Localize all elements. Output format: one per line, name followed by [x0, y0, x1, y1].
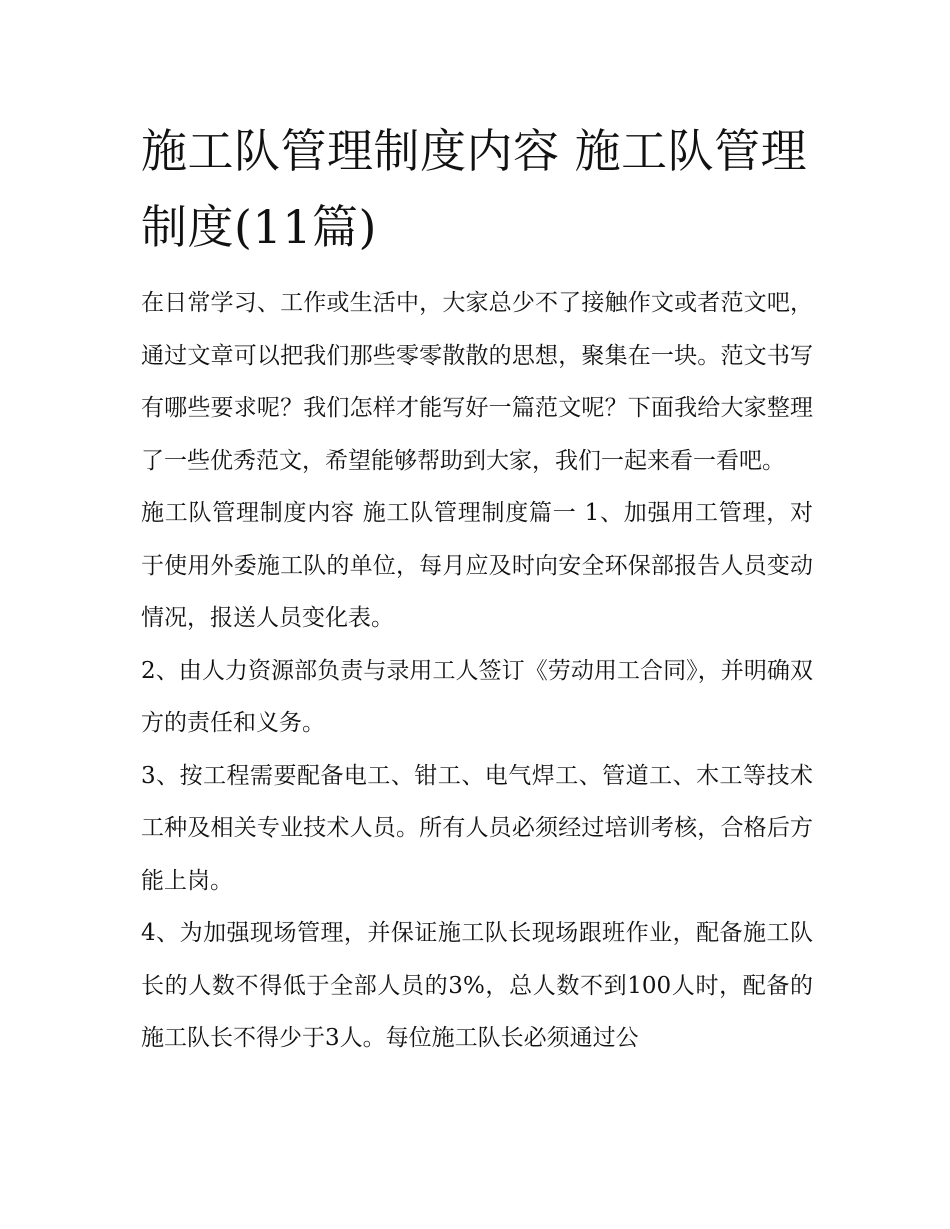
section-one-paragraph: 施工队管理制度内容 施工队管理制度篇一 1、加强用工管理，对于使用外委施工队的单位，每月应及时向安全环保部报告人员变动情况，报送人员变化表。	[141, 500, 813, 631]
document-title: 施工队管理制度内容 施工队管理制度(11篇)	[141, 124, 808, 254]
intro-paragraph: 在日常学习、工作或生活中，大家总少不了接触作文或者范文吧，通过文章可以把我们那些零零散散的思想，聚集在一块。范文书写有哪些要求呢？我们怎样才能写好一篇范文呢？下面我给大家整理了一些优秀范文，希望能够帮助到大家，我们一起来看一看吧。	[141, 290, 813, 474]
item-4-paragraph: 4、为加强现场管理，并保证施工队长现场跟班作业，配备施工队长的人数不得低于全部人员的3%，总人数不到100人时，配备的施工队长不得少于3人。每位施工队长必须通过公	[141, 920, 813, 1051]
item-3-paragraph: 3、按工程需要配备电工、钳工、电气焊工、管道工、木工等技术工种及相关专业技术人员。所有人员必须经过培训考核，合格后方能上岗。	[141, 762, 813, 894]
document-body	[141, 113, 813, 1065]
item-2-paragraph: 2、由人力资源部负责与录用工人签订《劳动用工合同》，并明确双方的责任和义务。	[141, 657, 813, 736]
